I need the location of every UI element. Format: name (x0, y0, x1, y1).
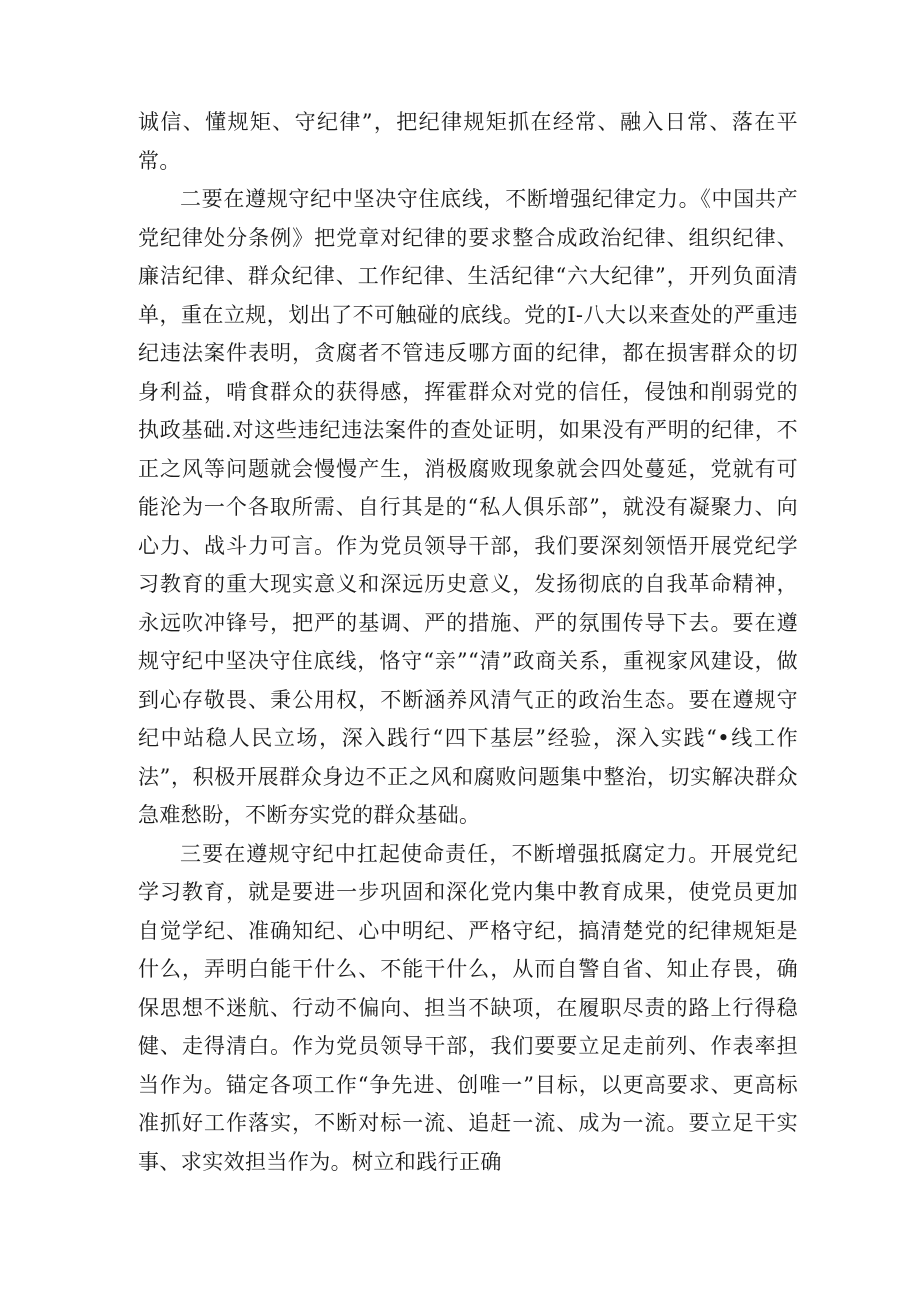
paragraph-mission-responsibility: 三要在遵规守纪中扛起使命责任，不断增强抵腐定力。开展党纪学习教育，就是要进一步巩固和深化党内集中教育成果，使党员更加自觉学纪、准确知纪、心中明纪、严格守纪，搞清楚党的纪律规矩是什么，弄明白能干什么、不能干什么，从而自警自省、知止存畏，确保思想不迷航、行动不偏向、担当不缺项，在履职尽责的路上行得稳健、走得清白。作为党员领导干部，我们要要立足走前列、作表率担当作为。锚定各项工作“争先进、创唯一”目标，以更高要求、更高标准抓好工作落实，不断对标一流、追赶一流、成为一流。要立足干实事、求实效担当作为。树立和践行正确 (138, 841, 798, 1174)
paragraph-bottom-line-discipline: 二要在遵规守纪中坚决守住底线，不断增强纪律定力。《中国共产党纪律处分条例》把党章对纪律的要求整合成政治纪律、组织纪律、廉洁纪律、群众纪律、工作纪律、生活纪律“六大纪律”，开列负面清单，重在立规，划出了不可触碰的底线。党的I-八大以来查处的严重违纪违法案件表明，贪腐者不管违反哪方面的纪律，都在损害群众的切身利益，啃食群众的获得感，挥霍群众对党的信任，侵蚀和削弱党的执政基础.对这些违纪违法案件的查处证明，如果没有严明的纪律，不正之风等问题就会慢慢产生，消极腐败现象就会四处蔓延，党就有可能沦为一个各取所需、自行其是的“私人俱乐部”，就没有凝聚力、向心力、战斗力可言。作为党员领导干部，我们要深刻领悟开展党纪学习教育的重大现实意义和深远历史意义，发扬彻底的自我革命精神，永远吹冲锋号，把严的基调、严的措施、严的氛围传导下去。要在遵规守纪中坚决守住底线，恪守“亲”“清”政商关系，重视家风建设，做到心存敬畏、秉公用权，不断涵养风清气正的政治生态。要在遵规守纪中站稳人民立场，深入践行“四下基层”经验，深入实践“•线工作法”，积极开展群众身边不正之风和腐败问题集中整治，切实解决群众急难愁盼，不断夯实党的群众基础。 (138, 187, 798, 827)
document-page (138, 103, 798, 1181)
paragraph-continuation: 诚信、懂规矩、守纪律”，把纪律规矩抓在经常、融入日常、落在平常。 (138, 110, 798, 173)
